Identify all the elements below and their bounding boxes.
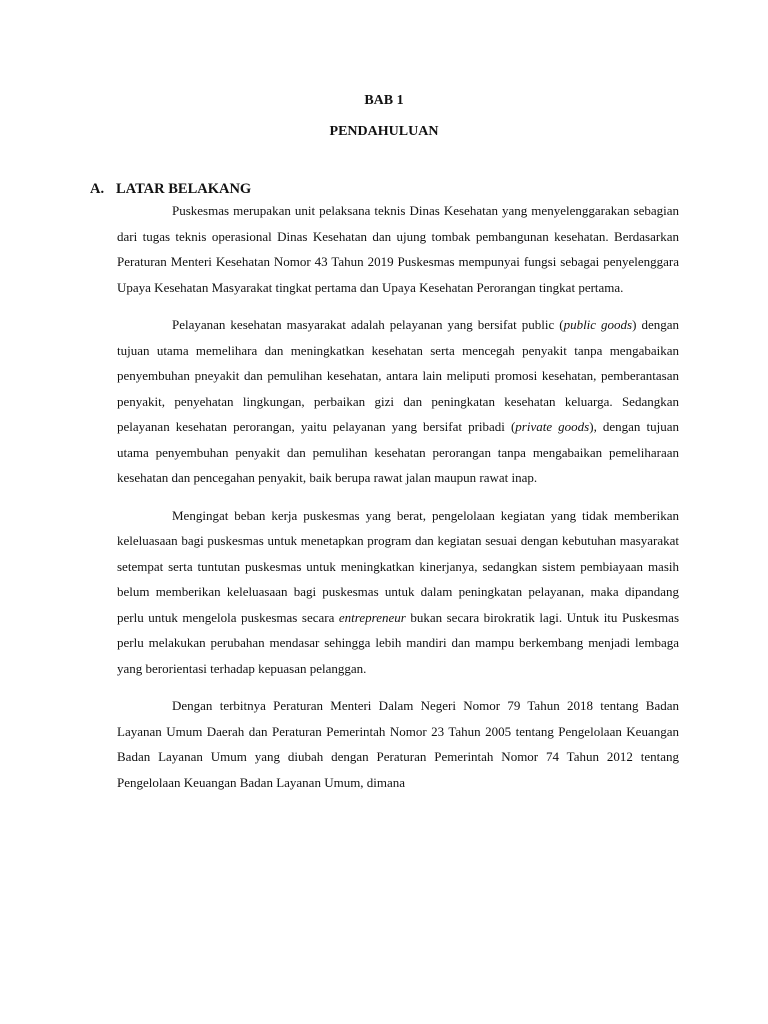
italic-term-private-goods: private goods [515, 419, 590, 434]
section-heading [90, 181, 251, 198]
chapter-number: BAB 1 [364, 93, 404, 108]
italic-term-entrepreneur: entrepreneur [338, 609, 406, 625]
paragraph-1 [117, 198, 679, 300]
italic-term-public-goods: public goods [563, 317, 633, 332]
paragraph-text: ) dengan tujuan utama memelihara dan meningkatkan kesehatan serta mencegah penyakit tanpa mengabaikan penyembuhan pneyakit dan pemulihan kesehatan, antara lain meliputi promosi kesehatan, pemberantasan penyakit, penyehatan lingkungan, perbaikan gizi dan peningkatan kesehatan keluarga. Sedangkan pelayanan kesehatan perorangan, yaitu pelayanan yang bersifat pribadi ( [117, 317, 679, 434]
paragraph-text: bukan secara birokratik lagi. Untuk itu Puskesmas perlu melakukan perubahan mendasar sehingga lebih mandiri dan mampu berkembang menjadi lembaga yang berorientasi terhadap kepuasan pelanggan. [117, 609, 679, 676]
paragraph-2 [117, 312, 679, 491]
section-number: A. [90, 181, 105, 197]
paragraph-text: Mengingat beban kerja puskesmas yang berat, pengelolaan kegiatan yang tidak memberikan keleluasaan bagi puskesmas untuk menetapkan program dan kegiatan sesuai dengan kebutuhan masyarakat setempat serta tuntutan puskesmas untuk meningkatkan kinerjanya, sedangkan sistem pembiayaan masih belum memberikan keleluasaan bagi puskesmas untuk dalam peningkatan pelayanan, maka dipandang perlu untuk mengelola puskesmas secara [117, 507, 679, 625]
paragraph-text: Dengan terbitnya Peraturan Menteri Dalam Negeri Nomor 79 Tahun 2018 tentang Badan Layanan Umum Daerah dan Peraturan Pemerintah Nomor 23 Tahun 2005 tentang Pengelolaan Keuangan Badan Layanan Umum yang diubah dengan Peraturan Pemerintah Nomor 74 Tahun 2012 tentang Pengelolaan Keuangan Badan Layanan Umum, dimana [117, 698, 679, 790]
paragraph-4 [117, 693, 679, 795]
paragraph-text: Pelayanan kesehatan masyarakat adalah pelayanan yang bersifat public ( [172, 317, 564, 332]
section-title: LATAR BELAKANG [116, 181, 252, 197]
paragraph-3 [117, 503, 679, 682]
paragraph-text: ), dengan tujuan utama penyembuhan penyakit dan pemulihan kesehatan perorangan tanpa mengabaikan pemeliharaan kesehatan dan pencegahan penyakit, baik berupa rawat jalan maupun rawat inap. [117, 419, 679, 485]
section-body [117, 198, 679, 795]
chapter-title: PENDAHULUAN [329, 124, 439, 139]
paragraph-text: Puskesmas merupakan unit pelaksana teknis Dinas Kesehatan yang menyelenggarakan sebagian dari tugas teknis operasional Dinas Kesehatan dan ujung tombak pembangunan kesehatan. Berdasarkan Peraturan Menteri Kesehatan Nomor 43 Tahun 2019 Puskesmas mempunyai fungsi sebagai penyelenggara Upaya Kesehatan Masyarakat tingkat pertama dan Upaya Kesehatan Perorangan tingkat pertama. [117, 203, 679, 295]
